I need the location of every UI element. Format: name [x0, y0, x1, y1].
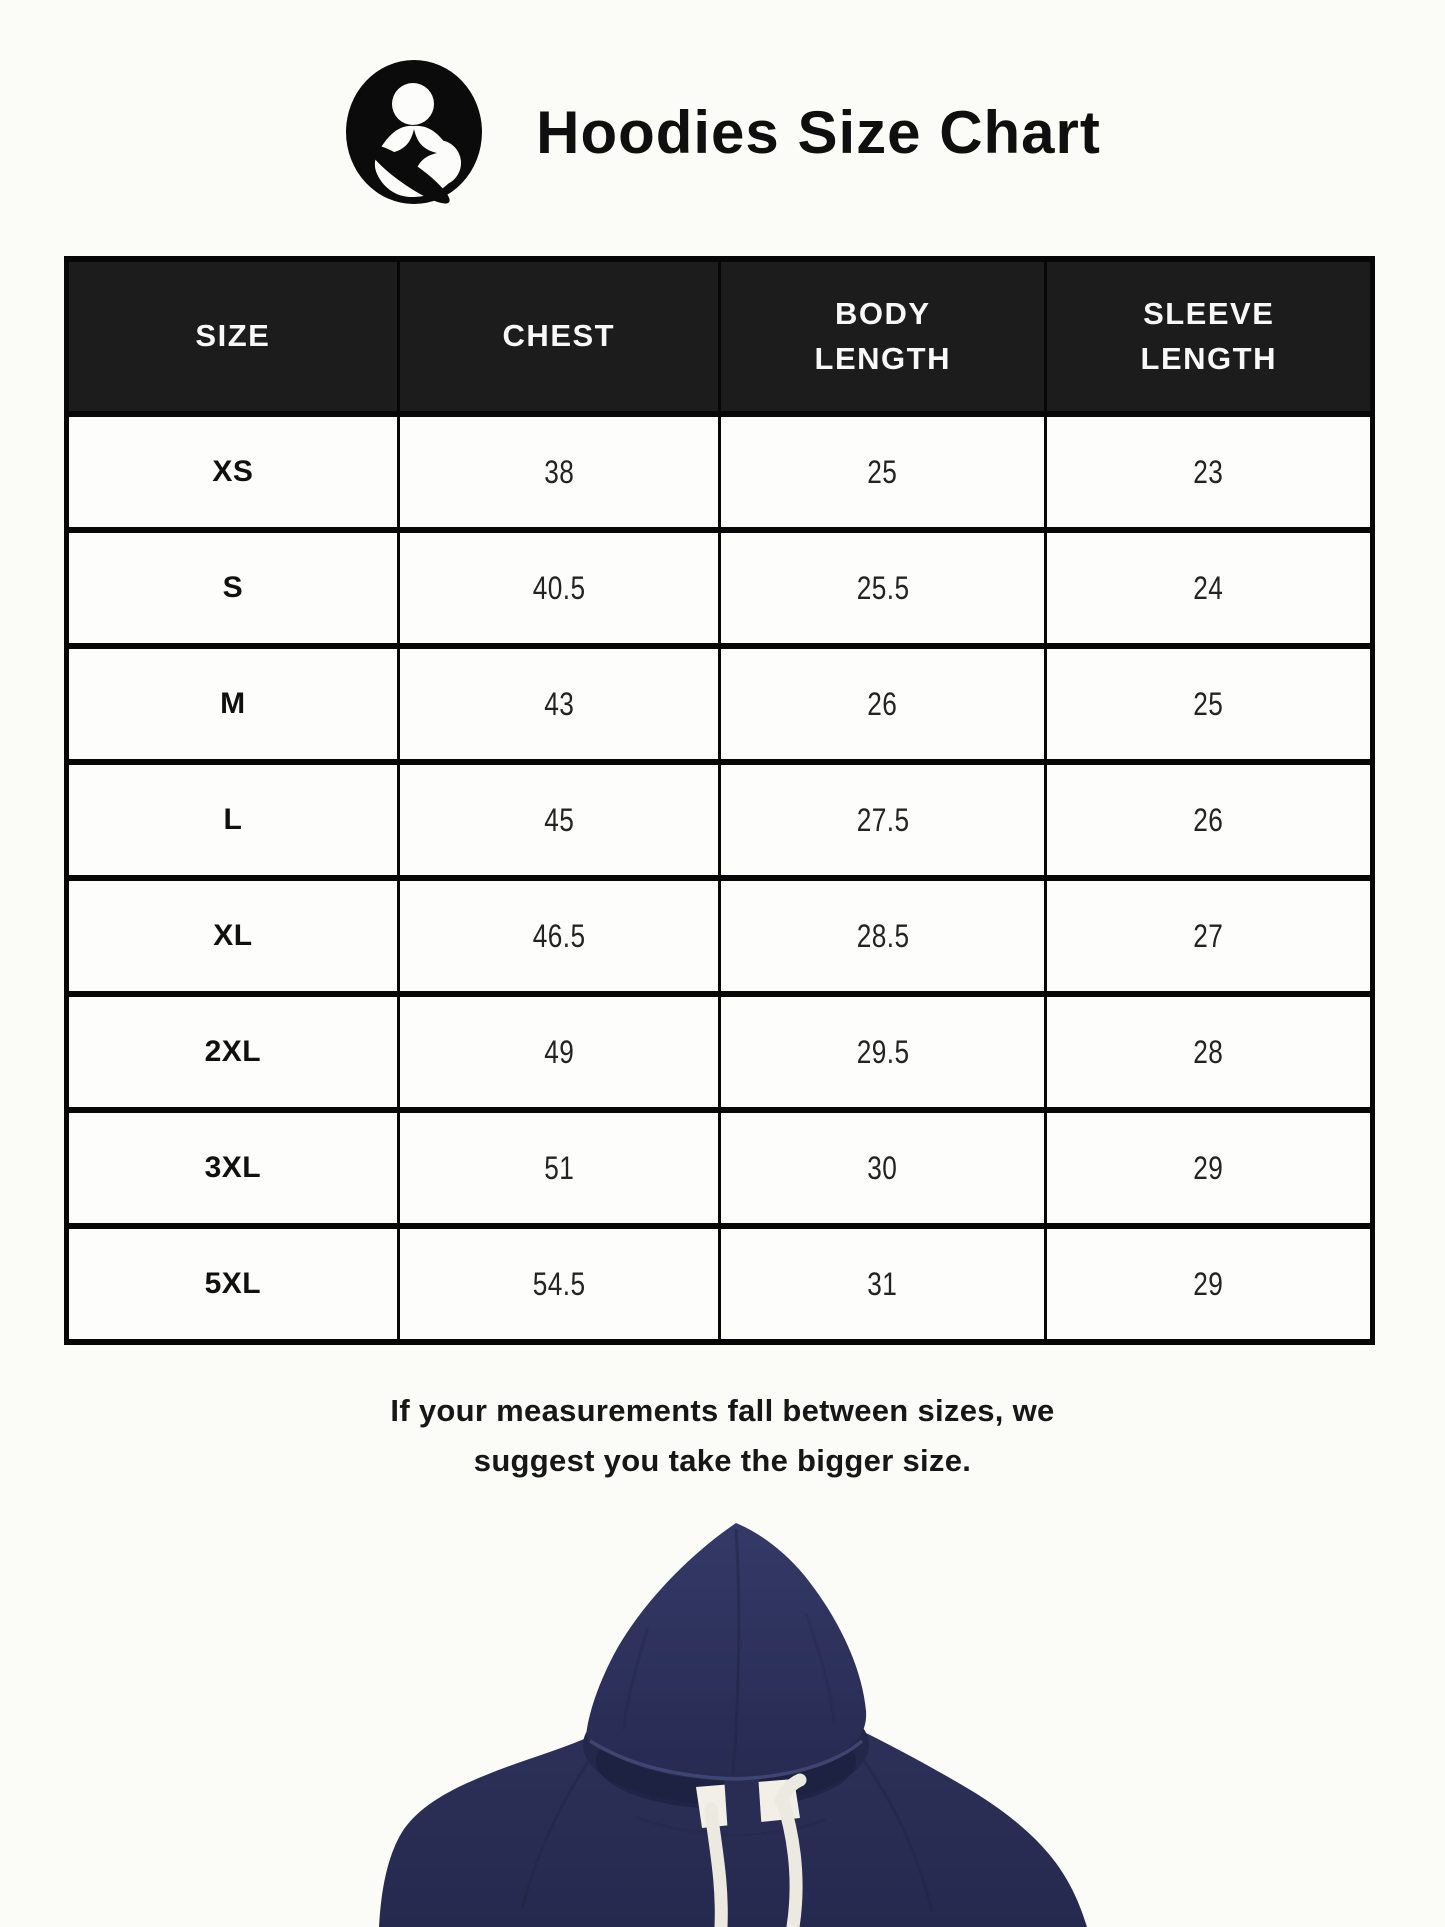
- measurement-value: 25: [1193, 685, 1224, 722]
- measurement-value: 43: [543, 685, 574, 722]
- measurement-value: 27: [1193, 917, 1224, 954]
- chest-value: [398, 762, 719, 878]
- size-label: 2XL: [67, 994, 399, 1110]
- chest-value: [398, 646, 719, 762]
- sleeve-length-value: [1046, 530, 1373, 646]
- column-header-size: [67, 259, 399, 414]
- measurement-value: 29: [1193, 1265, 1224, 1302]
- size-chart-body: [67, 414, 1373, 1342]
- body-length-value: [719, 762, 1046, 878]
- measurement-value: 28.5: [856, 917, 910, 954]
- measurement-value: 51: [543, 1149, 574, 1186]
- size-chart-head-row: [67, 259, 1373, 414]
- measurement-value: 27.5: [856, 801, 910, 838]
- measurement-value: 28: [1193, 1033, 1224, 1070]
- column-header-sleeve-length: [1046, 259, 1373, 414]
- navy-hoodie-illustration: [0, 1517, 1445, 1927]
- sleeve-length-value: [1046, 1226, 1373, 1342]
- table-row-xs: [67, 414, 1373, 530]
- table-row-5xl: [67, 1226, 1373, 1342]
- measurement-value: 25.5: [856, 569, 910, 606]
- page-title: Hoodies Size Chart: [536, 98, 1101, 166]
- table-row-xl: [67, 878, 1373, 994]
- column-header-label: CHEST: [502, 318, 616, 354]
- size-label: S: [67, 530, 399, 646]
- column-header-label: BODY LENGTH: [814, 295, 951, 376]
- measurement-value: 26: [867, 685, 898, 722]
- measurement-value: 49: [543, 1033, 574, 1070]
- chest-value: [398, 1226, 719, 1342]
- table-row-s: [67, 530, 1373, 646]
- table-row-2xl: [67, 994, 1373, 1110]
- table-row-l: [67, 762, 1373, 878]
- body-length-value: [719, 878, 1046, 994]
- brand-header: [0, 58, 1445, 206]
- measurement-value: 26: [1193, 801, 1224, 838]
- size-chart-table: [64, 256, 1375, 1345]
- sleeve-length-value: [1046, 762, 1373, 878]
- measurement-value: 40.5: [532, 569, 586, 606]
- body-length-value: [719, 530, 1046, 646]
- table-row-m: [67, 646, 1373, 762]
- measurement-value: 29: [1193, 1149, 1224, 1186]
- column-header-label: SIZE: [195, 318, 271, 354]
- measurement-value: 25: [867, 453, 898, 490]
- measurement-value: 54.5: [532, 1265, 586, 1302]
- column-header-body-length: [719, 259, 1046, 414]
- sleeve-length-value: [1046, 994, 1373, 1110]
- measurement-value: 30: [867, 1149, 898, 1186]
- body-length-value: [719, 1110, 1046, 1226]
- sleeve-length-value: [1046, 1110, 1373, 1226]
- size-label: XS: [67, 414, 399, 530]
- measurement-value: 46.5: [532, 917, 586, 954]
- size-label: 3XL: [67, 1110, 399, 1226]
- chest-value: [398, 1110, 719, 1226]
- sizing-note-line2: suggest you take the bigger size.: [473, 1443, 972, 1478]
- size-label: M: [67, 646, 399, 762]
- column-header-chest: [398, 259, 719, 414]
- body-length-value: [719, 1226, 1046, 1342]
- measurement-value: 45: [543, 801, 574, 838]
- measurement-value: 23: [1193, 453, 1224, 490]
- measurement-value: 24: [1193, 569, 1224, 606]
- table-row-3xl: [67, 1110, 1373, 1226]
- body-length-value: [719, 646, 1046, 762]
- body-length-value: [719, 994, 1046, 1110]
- sleeve-length-value: [1046, 414, 1373, 530]
- sleeve-length-value: [1046, 878, 1373, 994]
- chest-value: [398, 530, 719, 646]
- measurement-value: 38: [543, 453, 574, 490]
- chest-value: [398, 414, 719, 530]
- chest-value: [398, 994, 719, 1110]
- chest-value: [398, 878, 719, 994]
- sizing-note: [0, 1386, 1445, 1486]
- hoodie-product-image: [0, 1517, 1445, 1927]
- size-label: L: [67, 762, 399, 878]
- measurement-value: 29.5: [856, 1033, 910, 1070]
- sizing-note-line1: If your measurements fall between sizes, we: [390, 1393, 1055, 1428]
- body-length-value: [719, 414, 1046, 530]
- measurement-value: 31: [867, 1265, 898, 1302]
- size-label: XL: [67, 878, 399, 994]
- column-header-label: SLEEVE LENGTH: [1140, 295, 1277, 376]
- sleeve-length-value: [1046, 646, 1373, 762]
- person-cradle-logo-icon: [344, 58, 484, 206]
- size-label: 5XL: [67, 1226, 399, 1342]
- brand-logo: [344, 58, 484, 206]
